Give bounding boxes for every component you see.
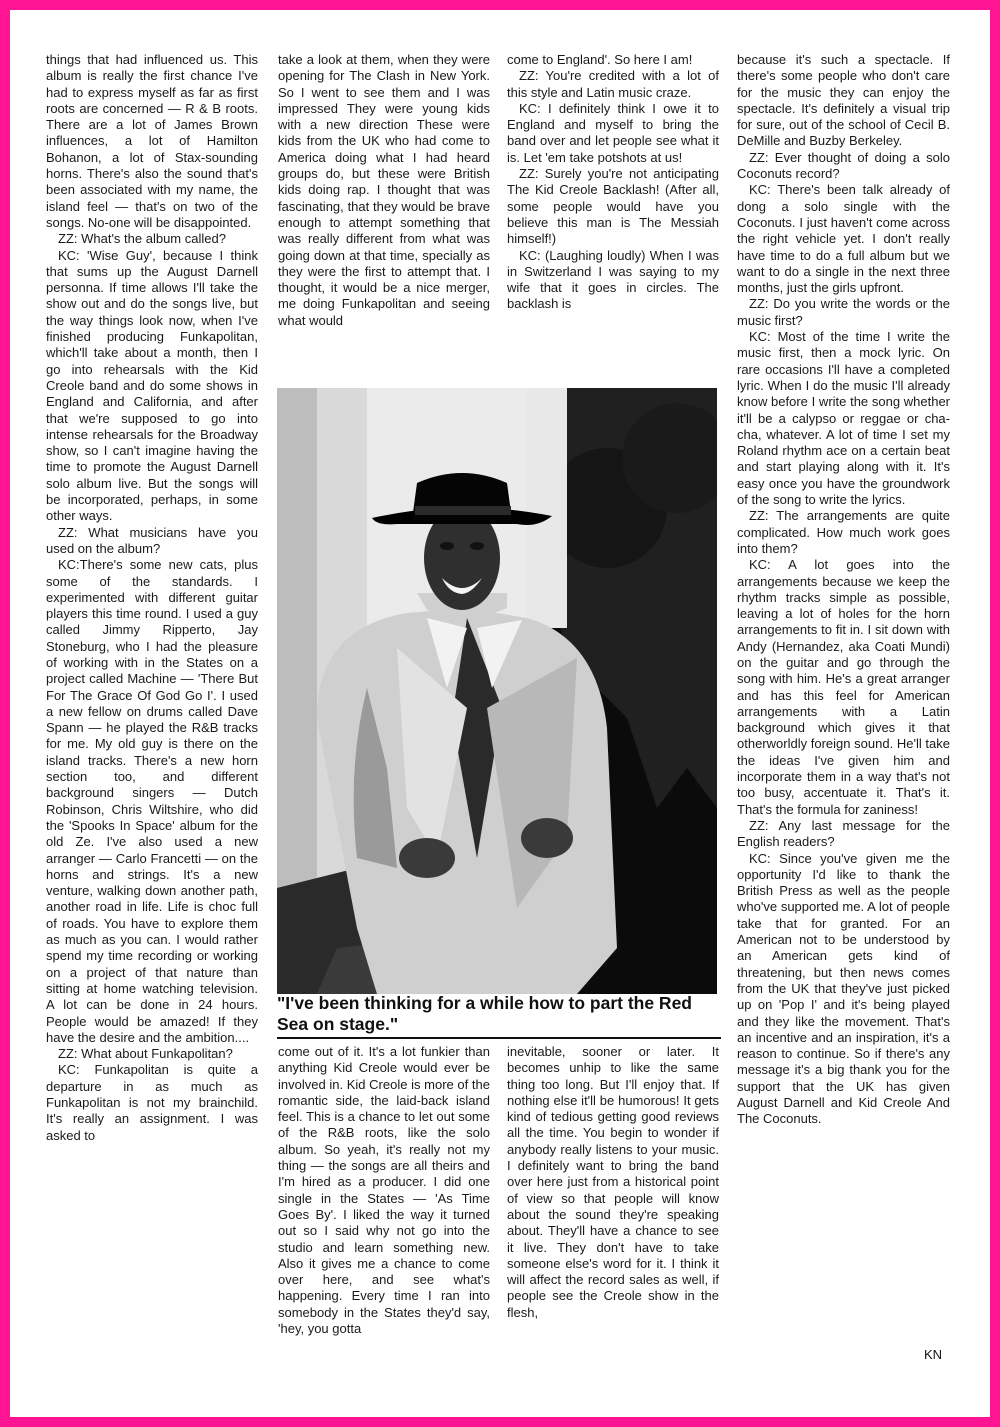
paragraph: ZZ: The arrangements are quite complicated. How much work goes into them? <box>737 508 950 556</box>
paragraph: KC:There's some new cats, plus some of the standards. I experimented with different guitar players this time round. I used a guy called Jimmy Ripperto, Jay Stoneburg, who I had the pleasure of working with in the States on a project called Machine — 'There But For The Grace Of God Go I'. I used a new fellow on drums called Dave Spann — he played the R&B tracks for me. My old guy is there on the island tracks. There's a new horn section too, and different background singers — Dutch Robinson, Chris Wiltshire, who did the 'Spooks In Space' album for the old Ze. I've also used a new arranger — Carlo Francetti — on the horns and strings. It's a new venture, walking down another path, another road in life. Life is choc full of roads. You have to explore them as much as you can. I would rather spend my time recording or working on a project of that nature than sitting at home watching television. A lot can be done in 24 hours. People would be amazed! If they have the desire and the ambition.... <box>46 557 258 1045</box>
paragraph: ZZ: You're credited with a lot of this style and Latin music craze. <box>507 68 719 100</box>
paragraph: ZZ: What's the album called? <box>58 231 226 247</box>
article-column-2-top <box>278 52 490 329</box>
paragraph: things that had influenced us. This album is really the first chance I've had to express myself as far as first roots are concerned — R & B roots. There are a lot of James Brown influences, a lot of Hamilton Bohanon, a lot of Stax-sounding horns. There's also the sound that's been associated with my name, the island feel — that's on two of the songs. No-one will be disappointed. <box>46 52 258 230</box>
article-column-3-top <box>507 52 719 313</box>
paragraph: ZZ: What musicians have you used on the album? <box>46 524 258 556</box>
magazine-page <box>10 10 990 1417</box>
paragraph: KC: (Laughing loudly) When I was in Switzerland I was saying to my wife that it goes in circles. The backlash is <box>507 247 719 312</box>
paragraph: inevitable, sooner or later. It becomes unhip to like the same thing too long. But I'll enjoy that. If nothing else it'll be humorous! It gets kind of tedious getting good reviews all the time. You begin to wonder if anybody really listens to your music. I definitely want to bring the band over here just from a historical point of view so that people will know about the sound they're speaking about. They'll have a chance to see it live. They don't have to take someone else's word for it. I think it will affect the record sales as well, if people see the Creole show in the flesh, <box>507 1044 719 1320</box>
paragraph: KC: I definitely think I owe it to England and myself to bring the band over and let people see what it is. Let 'em take potshots at us! <box>507 100 719 165</box>
paragraph: ZZ: Surely you're not anticipating The Kid Creole Backlash! (After all, some people would have you believe this man is The Messiah himself!) <box>507 166 719 247</box>
paragraph: KC: A lot goes into the arrangements because we keep the rhythm tracks simple as possible, leaving a lot of holes for the horn arrangements to fit in. I sit down with Andy (Hernandez, aka Coati Mundi) on the guitar and go through the song with him. He's a great arranger and has this feel for American arrangements with a Latin background which gives it that otherworldly foreign sound. He'll take the ideas I've given him and incorporate them in a way that's not too busy, accentuate it. That's it. That's the formula for zaniness! <box>737 557 950 817</box>
portrait-photo <box>277 388 717 994</box>
article-column-3-bottom <box>507 1044 719 1321</box>
paragraph: come to England'. So here I am! <box>507 52 693 67</box>
article-column-4 <box>737 52 950 1128</box>
paragraph: KC: Funkapolitan is quite a departure in as much as Funkapolitan is not my brainchild. It's really an assignment. I was asked to <box>46 1062 258 1143</box>
paragraph: KC: 'Wise Guy', because I think that sums up the August Darnell personna. If time allows I'll take the show out and do the songs live, but the way things look now, when I've finished producing Funkapolitan, which'll take about a month, then I go into rehearsals with the Kid Creole band and do some shows in England and California, and after that we're supposed to go into intense rehearsals for the Broadway show, so I can't imagine having the time to promote the August Darnell solo album live. But the songs will be incorporated, perhaps, in some other ways. <box>46 247 258 524</box>
article-column-1 <box>46 52 258 1144</box>
paragraph: take a look at them, when they were opening for The Clash in New York. So I went to see them and I was impressed They were young kids with a new direction These were kids from the UK who had come to America doing what I had heard groups do, but these were British kids doing rap. I thought that was fascinating, that they would be brave enough to attempt something that was really different from what was going down at that time, specially as they were the first to attempt that. I thought, it would be a nice merger, me doing Funkapolitan and seeing what would <box>278 52 490 328</box>
paragraph: ZZ: Any last message for the English readers? <box>737 817 950 850</box>
author-signature: KN <box>923 1347 942 1362</box>
paragraph: ZZ: Ever thought of doing a solo Coconuts record? <box>737 149 950 182</box>
pull-quote-caption: "I've been thinking for a while how to part the Red Sea on stage." <box>277 993 692 1034</box>
paragraph: ZZ: Do you write the words or the music first? <box>737 296 950 328</box>
paragraph: ZZ: What about Funkapolitan? <box>58 1046 233 1062</box>
portrait-illustration <box>277 388 717 994</box>
article-column-2-bottom <box>278 1044 490 1337</box>
caption-divider <box>277 1037 721 1039</box>
paragraph: KC: Most of the time I write the music first, then a mock lyric. On rare occasions I'll have a completed lyric. When I do the music I'll already know before I write the song whether it'll be a calypso or reggae or cha-cha, whatever. A lot of time I set my Roland rhythm ace on a certain beat and start playing along with it. It's easy once you have the groundwork of the song to write the lyrics. <box>737 329 950 508</box>
paragraph: KC: There's been talk already of dong a solo single with the Coconuts. I just haven't come across the right vehicle yet. I don't really have time to do a full album but we want to do a single in the next three months, just the girls upfront. <box>737 182 950 296</box>
paragraph: come out of it. It's a lot funkier than anything Kid Creole would ever be involved in. Kid Creole is more of the romantic side, the laid-back island feel. This is a chance to let out some of the R&B roots, like the solo album. So yeah, it's really not my thing — the songs are all theirs and I'm hired as a producer. I did one single in the States — 'As Time Goes By'. I liked the way it turned out so I said why not go into the studio and learn something new. Also it gives me a chance to come over here, and see what's happening. Every time I ran into somebody in the States they'd say, 'hey, you gotta <box>278 1044 490 1337</box>
paragraph: because it's such a spectacle. If there's some people who don't care for the music they can enjoy the spectacle. It's definitely a visual trip for sure, out of the school of Cecil B. DeMille and Buzby Berkeley. <box>737 52 950 149</box>
paragraph: KC: Since you've given me the opportunity I'd like to thank the British Press as well as the people who've supported me. A lot of people take that for granted. For an American not to be understood by an American gets kind of threatening, but then news comes from the UK that they've just picked up on 'Pop I' and it's being played and they like the movement. That's an incentive and an inspiration, it's a reason to continue. So if there's any message it's a big thank you for the support that the UK has given August Darnell and Kid Creole And The Coconuts. <box>737 850 950 1127</box>
